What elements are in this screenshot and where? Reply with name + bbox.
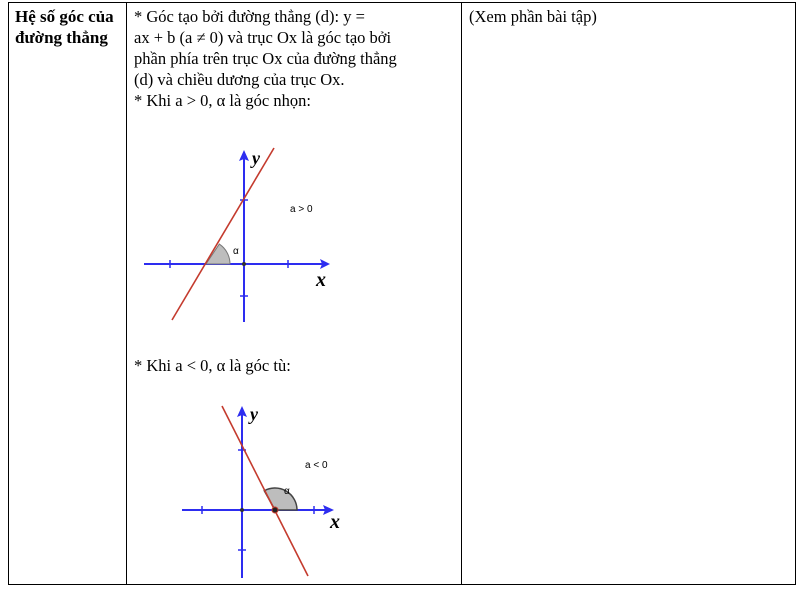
- y-axis-label: y: [252, 148, 260, 168]
- term-heading: Hệ số góc của đường thẳng: [15, 7, 114, 47]
- line-d: [222, 406, 308, 576]
- reference-text: (Xem phần bài tập): [469, 7, 597, 26]
- definition-table: [8, 2, 796, 585]
- graph-acute-angle: [140, 140, 340, 330]
- y-axis-label: y: [250, 404, 258, 424]
- definition-line-3: phần phía trên trục Ox của đường thẳng: [134, 49, 397, 68]
- x-axis-label: x: [330, 511, 340, 533]
- case-negative-text: * Khi a < 0, α là góc tù:: [134, 356, 291, 375]
- condition-label: a < 0: [305, 460, 328, 471]
- origin-point: [240, 508, 244, 512]
- reference-cell: [462, 3, 797, 30]
- angle-label: α: [233, 246, 239, 257]
- case-positive-text: * Khi a > 0, α là góc nhọn:: [134, 91, 311, 110]
- axis-ticks: [202, 450, 314, 550]
- angle-wedge: [206, 244, 230, 264]
- x-axis-label: x: [316, 269, 326, 291]
- x-intercept-point: [272, 507, 278, 513]
- axis-ticks: [170, 200, 288, 296]
- definition-line-1: * Góc tạo bởi đường thẳng (d): y =: [134, 7, 365, 26]
- line-d: [172, 148, 274, 320]
- definition-line-2: ax + b (a ≠ 0) và trục Ox là góc tạo bởi: [134, 28, 392, 47]
- explanation-cell: [127, 3, 462, 114]
- term-cell: [9, 3, 127, 51]
- origin-point: [242, 262, 246, 266]
- angle-label: α: [284, 486, 290, 497]
- condition-label: a > 0: [290, 204, 313, 215]
- definition-line-4: (d) và chiều dương của trục Ox.: [134, 70, 345, 89]
- graph-obtuse-angle: [180, 398, 380, 588]
